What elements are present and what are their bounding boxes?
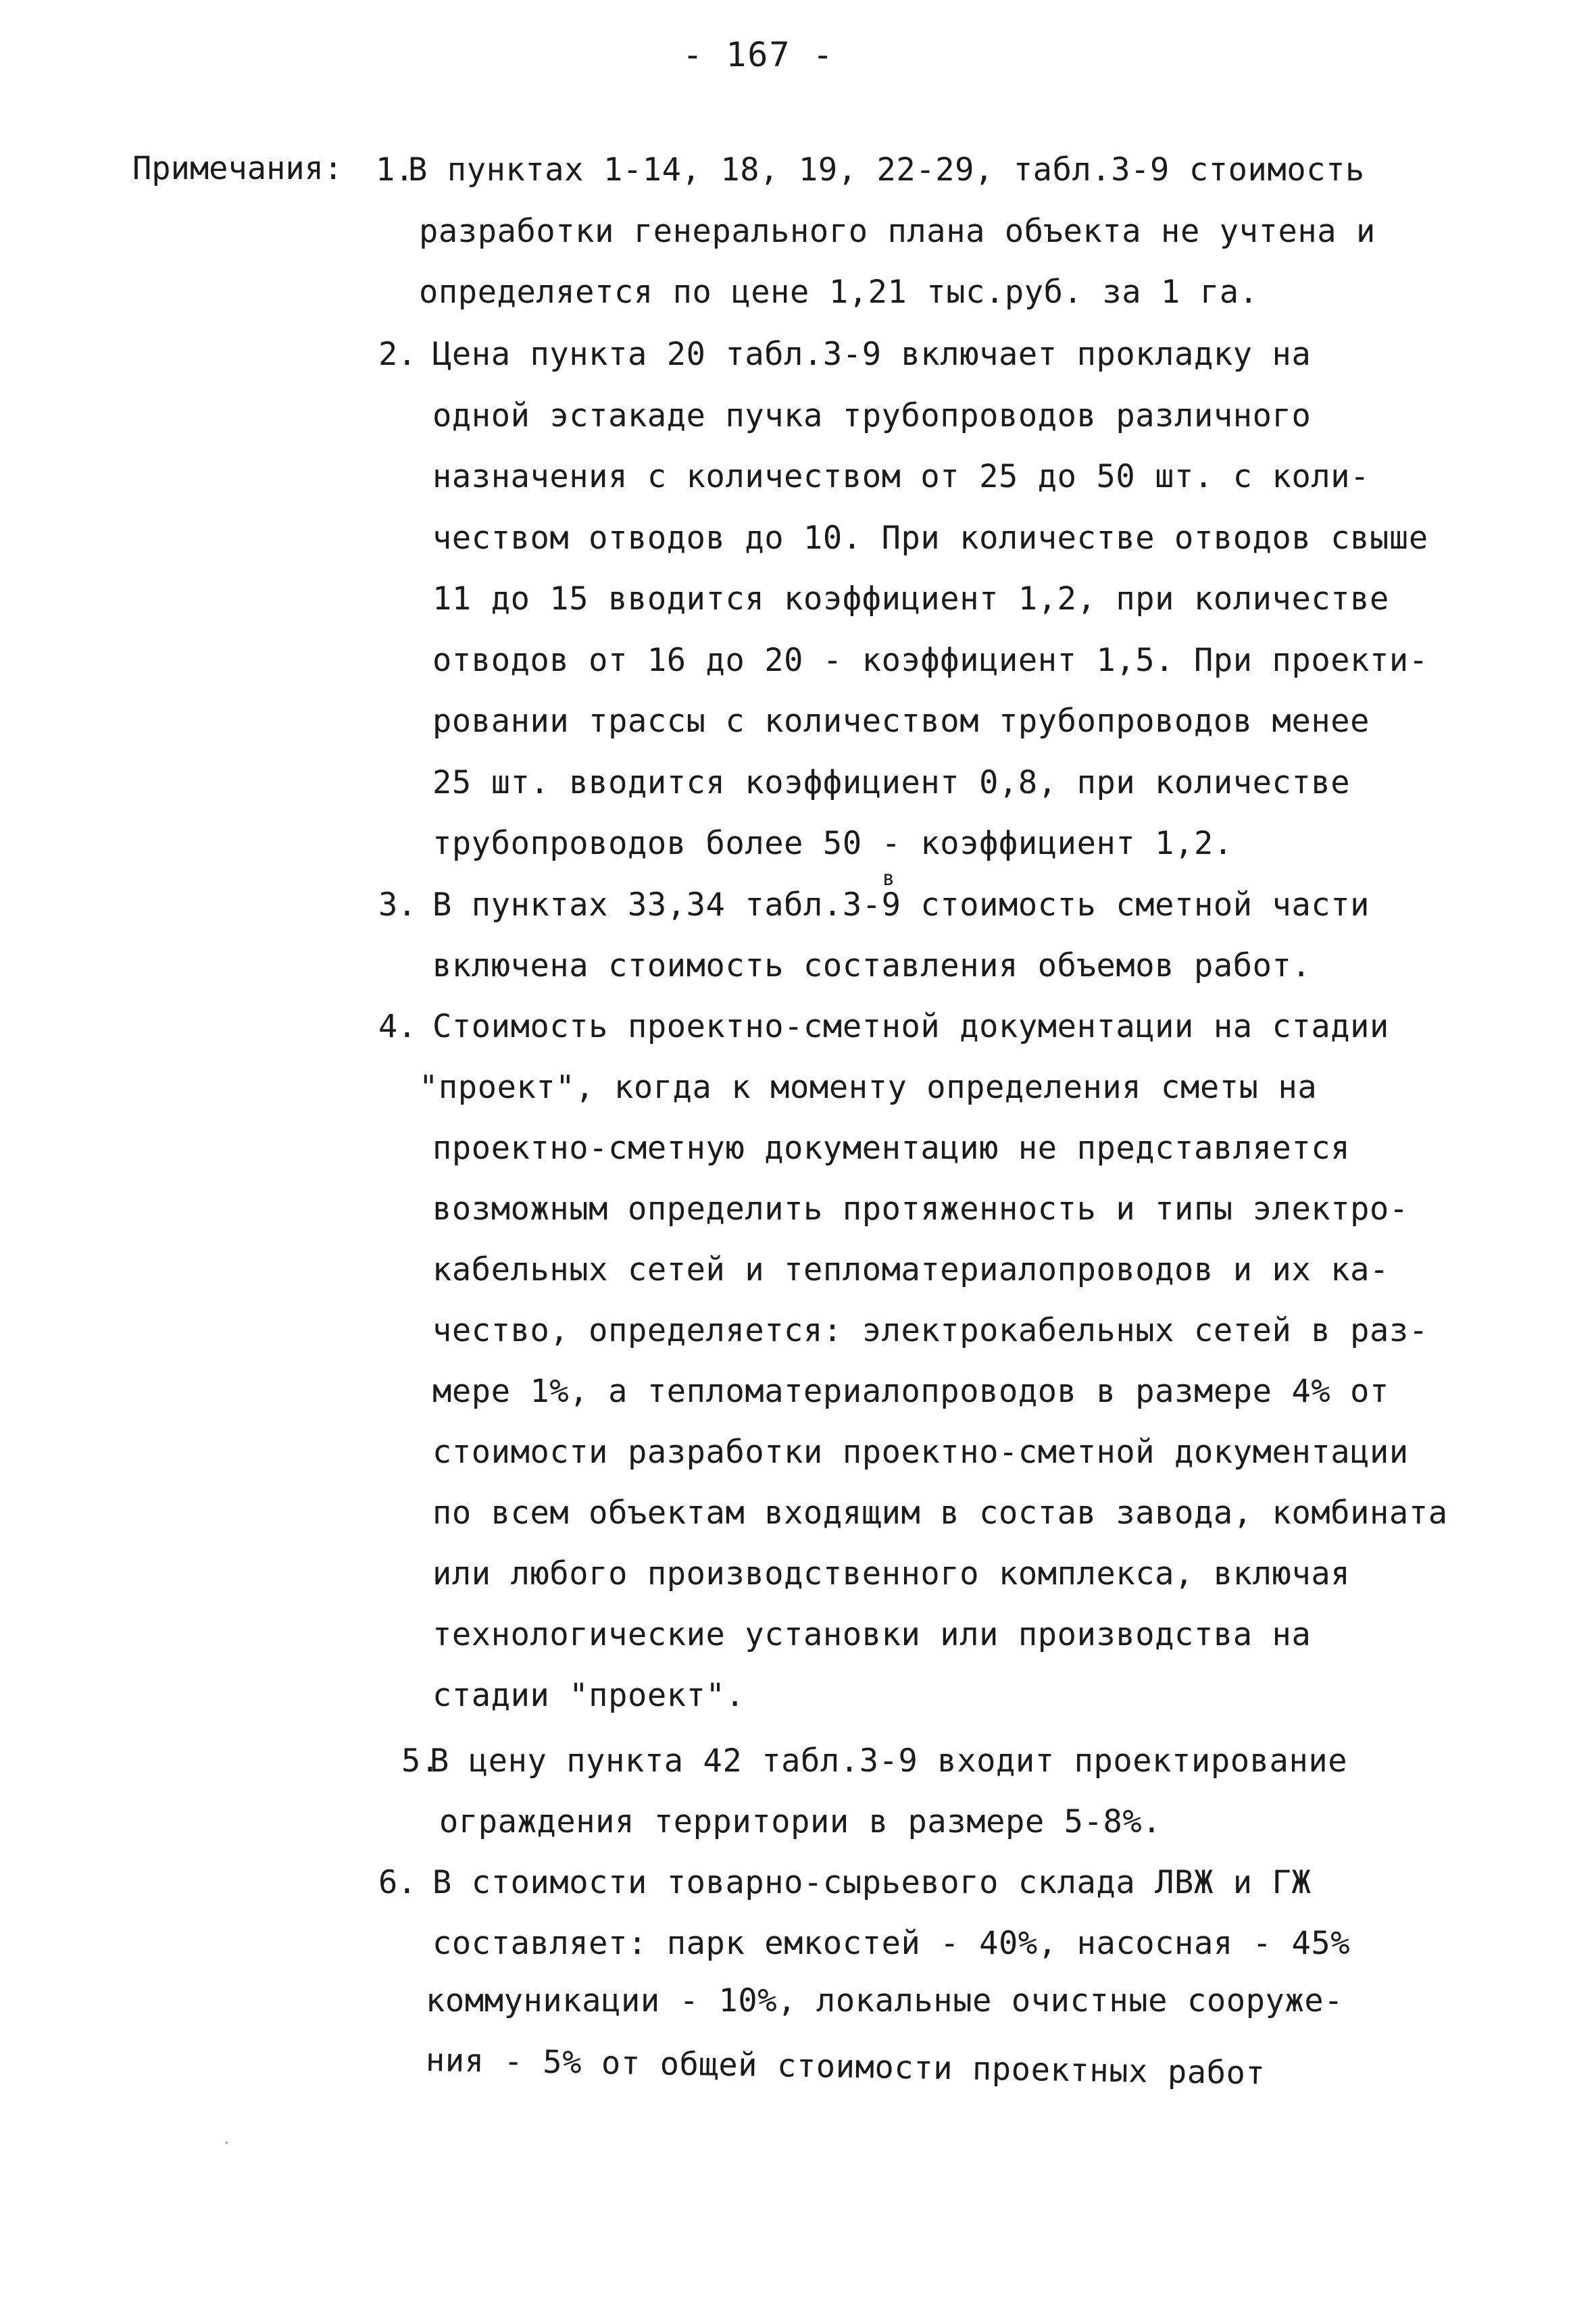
note-4-line-2: "проект", когда к моменту определения сметы на xyxy=(419,1069,1318,1106)
note-6-line-2: составляет: парк емкостей - 40%, насосная - 45% xyxy=(432,1925,1351,1962)
handwritten-annotation: в xyxy=(882,867,895,890)
note-4-number: 4. xyxy=(378,1008,417,1045)
note-6-number: 6. xyxy=(378,1864,417,1901)
note-2-line-8: 25 шт. вводится коэффициент 0,8, при количестве xyxy=(432,764,1351,801)
note-4-line-3: проектно-сметную документацию не представляется xyxy=(432,1130,1351,1167)
note-5-line-1: В цену пункта 42 табл.3-9 входит проектирование xyxy=(430,1742,1348,1780)
scan-speck xyxy=(226,2142,228,2144)
note-4-line-10: или любого производственного комплекса, включая xyxy=(432,1555,1351,1592)
notes-label: Примечания: xyxy=(132,150,343,187)
note-2-line-6: отводов от 16 до 20 - коэффициент 1,5. При проекти- xyxy=(432,642,1428,679)
note-4-line-5: кабельных сетей и тепломатериалопроводов и их ка- xyxy=(432,1251,1389,1288)
note-1-line-1: В пунктах 1-14, 18, 19, 22-29, табл.3-9 стоимость xyxy=(408,151,1365,188)
note-1-line-2: разработки генерального плана объекта не учтена и xyxy=(419,213,1376,250)
note-5-line-2: ограждения территории в размере 5-8%. xyxy=(439,1803,1162,1840)
note-3-line-1: В пунктах 33,34 табл.3-9 стоимость сметной части xyxy=(432,886,1370,924)
note-1-number: 1. xyxy=(376,151,414,188)
note-2-line-3: назначения с количеством от 25 до 50 шт. с коли- xyxy=(432,458,1370,495)
note-2-line-2: одной эстакаде пучка трубопроводов различного xyxy=(432,397,1312,434)
note-4-line-7: мере 1%, а тепломатериалопроводов в размере 4% от xyxy=(432,1373,1389,1410)
note-3-number: 3. xyxy=(378,886,417,924)
note-1-line-3: определяется по цене 1,21 тыс.руб. за 1 га. xyxy=(419,274,1259,311)
page-number: - 167 - xyxy=(682,35,834,74)
note-2-line-1: Цена пункта 20 табл.3-9 включает прокладку на xyxy=(432,336,1312,373)
note-2-line-5: 11 до 15 вводится коэффициент 1,2, при количестве xyxy=(432,580,1389,618)
note-4-line-6: чество, определяется: электрокабельных сетей в раз- xyxy=(432,1312,1428,1349)
note-6-line-3: коммуникации - 10%, локальные очистные сооруже- xyxy=(426,1982,1344,2019)
note-2-line-9: трубопроводов более 50 - коэффициент 1,2. xyxy=(432,825,1233,862)
note-4-line-11: технологические установки или производства на xyxy=(432,1616,1312,1653)
note-3-line-2: включена стоимость составления объемов работ. xyxy=(432,947,1312,984)
note-6-line-1: В стоимости товарно-сырьевого склада ЛВЖ и ГЖ xyxy=(432,1864,1312,1901)
note-2-number: 2. xyxy=(378,336,417,373)
note-4-line-8: стоимости разработки проектно-сметной документации xyxy=(432,1434,1409,1471)
note-4-line-4: возможным определить протяженность и типы электро- xyxy=(432,1190,1409,1228)
note-4-line-12: стадии "проект". xyxy=(432,1677,745,1714)
note-6-line-4: ния - 5% от общей стоимости проектных работ xyxy=(425,2042,1266,2092)
note-2-line-4: чеством отводов до 10. При количестве отводов свыше xyxy=(432,520,1428,557)
note-5-number: 5. xyxy=(401,1742,440,1780)
note-4-line-1: Стоимость проектно-сметной документации на стадии xyxy=(432,1008,1389,1045)
note-2-line-7: ровании трассы с количеством трубопроводов менее xyxy=(432,703,1370,740)
note-4-line-9: по всем объектам входящим в состав завода, комбината xyxy=(432,1494,1448,1532)
